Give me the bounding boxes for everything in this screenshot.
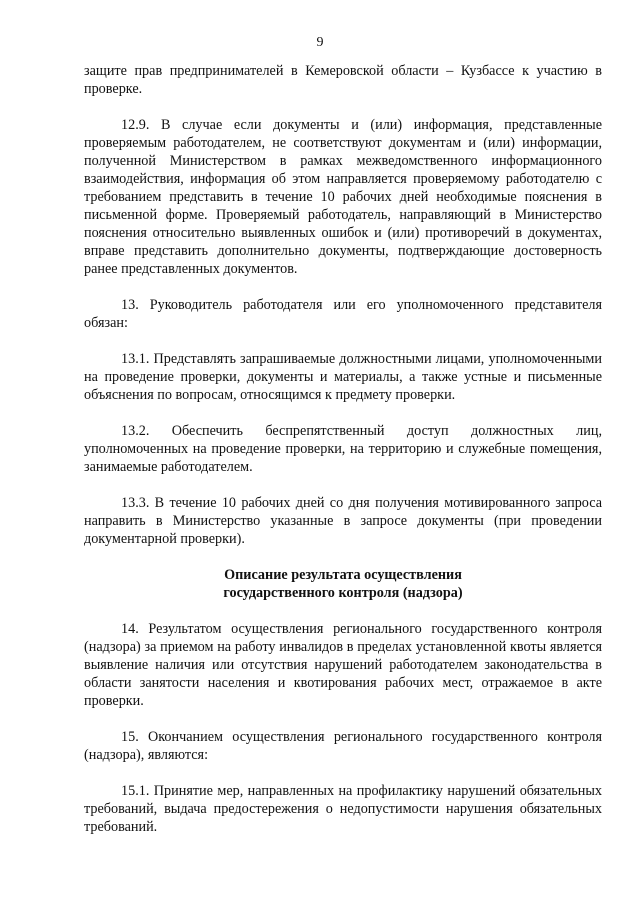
- paragraph-14: 14. Результатом осуществления регионального государственного контроля (надзора) за приемом на работу инвалидов в пределах установленной квоты является выявление наличия или отсутствия нарушений работодателем законодательства в области занятости населения и квотирования рабочих мест, отражаемое в акте проверки.: [84, 621, 602, 709]
- paragraph-gap: [84, 764, 602, 782]
- document-body: [84, 62, 602, 836]
- paragraph-gap: [84, 278, 602, 296]
- paragraph-gap: [84, 332, 602, 350]
- paragraph-13-2: 13.2. Обеспечить беспрепятственный доступ должностных лиц, уполномоченных на проведение проверки, на территорию и служебные помещения, занимаемые работодателем.: [84, 423, 602, 475]
- paragraph-gap: [84, 98, 602, 116]
- paragraph-gap: [84, 548, 602, 566]
- paragraph-gap: [84, 476, 602, 494]
- paragraph-15-1: 15.1. Принятие мер, направленных на профилактику нарушений обязательных требований, выдача предостережения о недопустимости нарушения обязательных требований.: [84, 783, 602, 835]
- page-number: 9: [316, 35, 324, 50]
- paragraph-13: 13. Руководитель работодателя или его уполномоченного представителя обязан:: [84, 297, 602, 331]
- paragraph-gap: [84, 710, 602, 728]
- paragraph-gap: [84, 404, 602, 422]
- section-heading-line-1: Описание результата осуществления: [224, 567, 462, 583]
- paragraph-continuation: защите прав предпринимателей в Кемеровской области – Кузбассе к участию в проверке.: [84, 63, 602, 97]
- paragraph-13-3: 13.3. В течение 10 рабочих дней со дня получения мотивированного запроса направить в Министерство указанные в запросе документы (при проведении документарной проверки).: [84, 495, 602, 547]
- section-heading-line-2: государственного контроля (надзора): [223, 585, 463, 601]
- paragraph-12-9: 12.9. В случае если документы и (или) информация, представленные проверяемым работодателем, не соответствуют документам и (или) информации, полученной Министерством в рамках межведомственного информационного взаимодействия, информация об этом направляется проверяемому работодателю с требованием представить в течение 10 рабочих дней необходимые пояснения в письменной форме. Проверяемый работодатель, направляющий в Министерство пояснения относительно выявленных ошибок и (или) противоречий в документах, вправе представить дополнительно документы, подтверждающие достоверность ранее представленных документов.: [84, 117, 602, 277]
- section-heading: [84, 566, 602, 602]
- paragraph-15: 15. Окончанием осуществления регионального государственного контроля (надзора), являются:: [84, 729, 602, 763]
- paragraph-gap: [84, 602, 602, 620]
- paragraph-13-1: 13.1. Представлять запрашиваемые должностными лицами, уполномоченными на проведение проверки, документы и материалы, а также устные и письменные объяснения по вопросам, относящимся к предмету проверки.: [84, 351, 602, 403]
